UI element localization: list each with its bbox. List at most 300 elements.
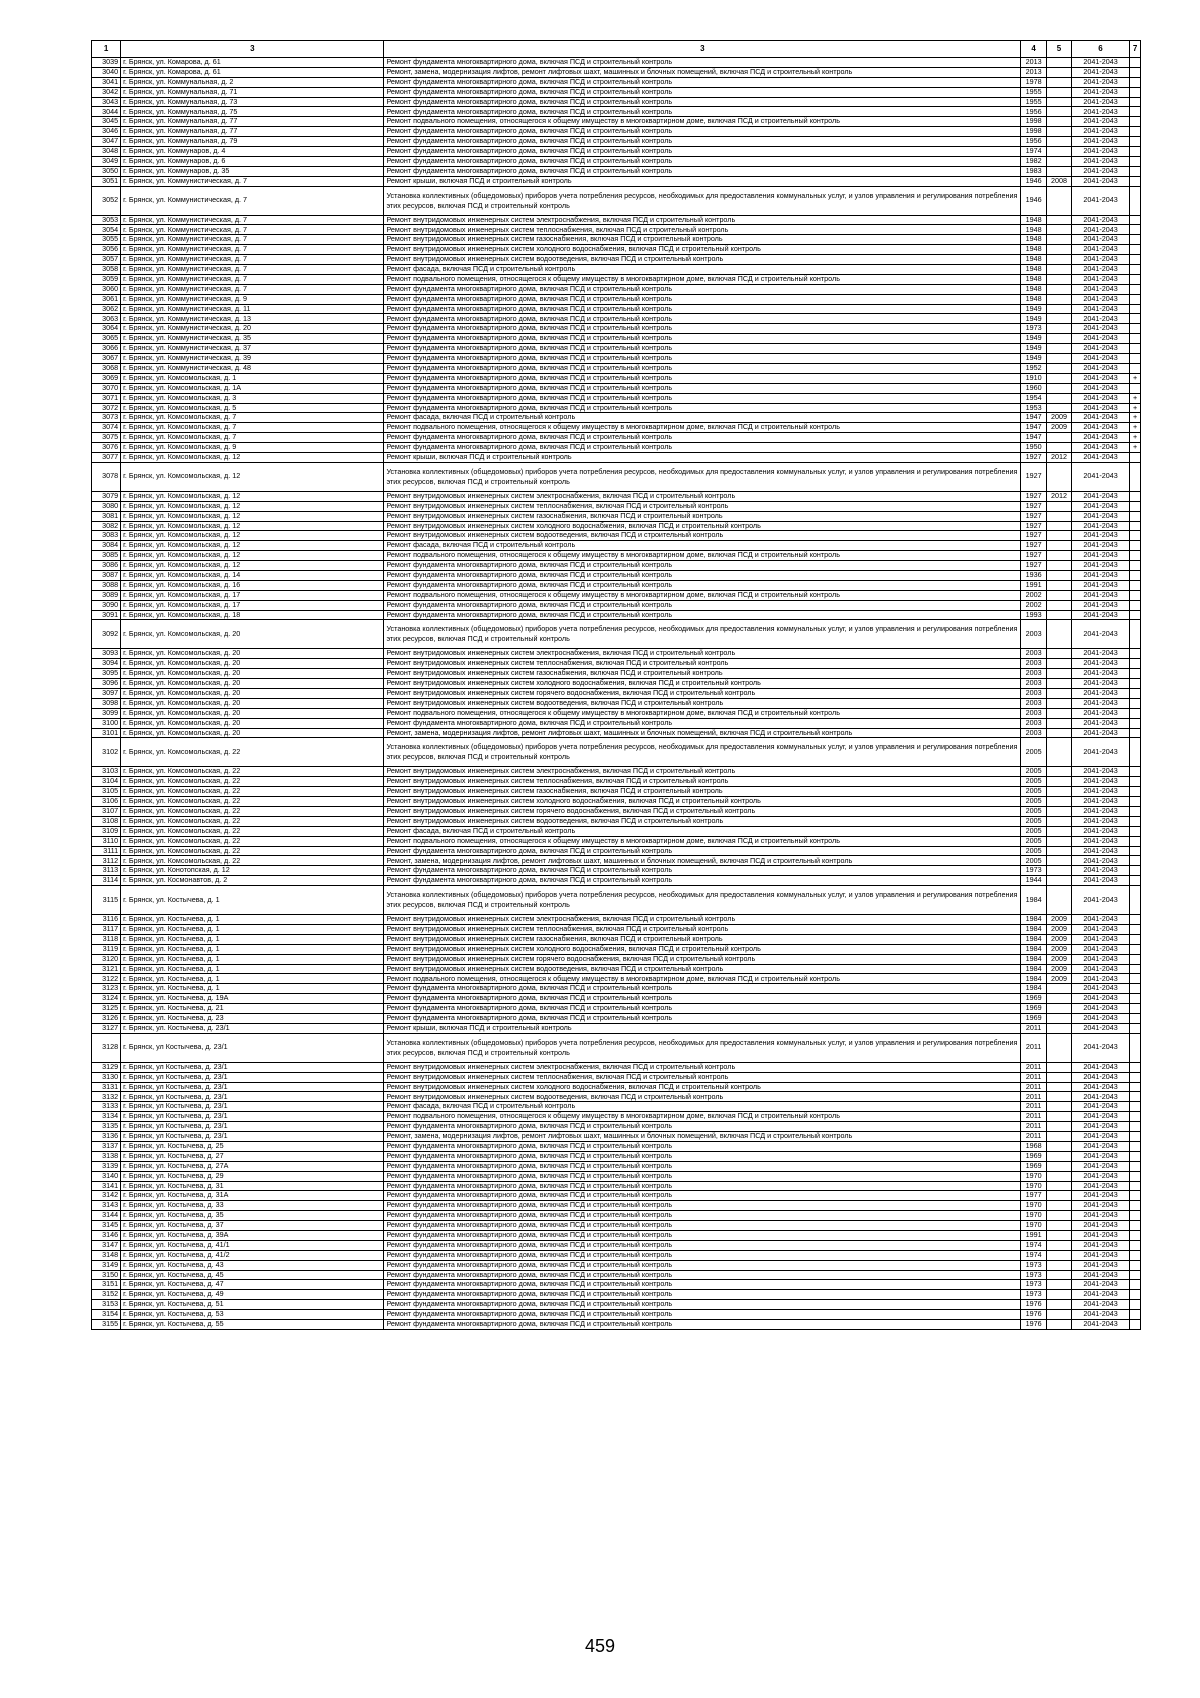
row-number: 3051 (92, 176, 121, 186)
work-type-cell: Ремонт внутридомовых инженерных систем холодного водоснабжения, включая ПСД и строительный контроль (384, 1082, 1021, 1092)
work-type-cell: Ремонт фундамента многоквартирного дома, включая ПСД и строительный контроль (384, 1250, 1021, 1260)
row-number: 3077 (92, 452, 121, 462)
row-number: 3092 (92, 620, 121, 649)
work-type-cell: Ремонт фундамента многоквартирного дома, включая ПСД и строительный контроль (384, 373, 1021, 383)
address-cell: г. Брянск, ул. Комсомольская, д. 1 (121, 373, 384, 383)
row-number: 3091 (92, 610, 121, 620)
mark-cell (1130, 1014, 1141, 1024)
table-row (92, 590, 1141, 600)
work-type-cell: Ремонт фундамента многоквартирного дома, включая ПСД и строительный контроль (384, 363, 1021, 373)
build-year-cell: 1991 (1021, 580, 1047, 590)
row-number: 3143 (92, 1201, 121, 1211)
work-type-cell: Ремонт внутридомовых инженерных систем электроснабжения, включая ПСД и строительный контроль (384, 649, 1021, 659)
address-cell: г. Брянск, ул. Комсомольская, д. 22 (121, 836, 384, 846)
last-repair-year-cell (1047, 127, 1072, 137)
work-type-cell: Ремонт внутридомовых инженерных систем горячего водоснабжения, включая ПСД и строительный контроль (384, 688, 1021, 698)
work-type-cell: Ремонт внутридомовых инженерных систем электроснабжения, включая ПСД и строительный контроль (384, 491, 1021, 501)
planned-period-cell: 2041-2043 (1071, 886, 1129, 915)
mark-cell (1130, 836, 1141, 846)
last-repair-year-cell (1047, 1260, 1072, 1270)
row-number: 3102 (92, 738, 121, 767)
mark-cell (1130, 738, 1141, 767)
address-cell: г. Брянск, ул. Комсомольская, д. 17 (121, 590, 384, 600)
table-body (92, 58, 1141, 1330)
last-repair-year-cell (1047, 1290, 1072, 1300)
mark-cell (1130, 866, 1141, 876)
planned-period-cell: 2041-2043 (1071, 915, 1129, 925)
mark-cell (1130, 97, 1141, 107)
work-type-cell: Ремонт фасада, включая ПСД и строительный контроль (384, 826, 1021, 836)
work-type-cell: Ремонт фундамента многоквартирного дома, включая ПСД и строительный контроль (384, 433, 1021, 443)
work-type-cell: Ремонт фундамента многоквартирного дома, включая ПСД и строительный контроль (384, 1014, 1021, 1024)
address-cell: г. Брянск, ул. Комсомольская, д. 22 (121, 797, 384, 807)
work-type-cell: Ремонт, замена, модернизация лифтов, ремонт лифтовых шахт, машинных и блочных помещений, включая ПСД и строительный контроль (384, 728, 1021, 738)
last-repair-year-cell (1047, 551, 1072, 561)
mark-cell (1130, 777, 1141, 787)
row-number: 3116 (92, 915, 121, 925)
last-repair-year-cell (1047, 600, 1072, 610)
mark-cell (1130, 620, 1141, 649)
mark-cell (1130, 176, 1141, 186)
work-type-cell: Ремонт фундамента многоквартирного дома, включая ПСД и строительный контроль (384, 994, 1021, 1004)
address-cell: г. Брянск, ул. Комсомольская, д. 12 (121, 531, 384, 541)
row-number: 3130 (92, 1072, 121, 1082)
address-cell: г. Брянск, ул. Комсомольская, д. 9 (121, 443, 384, 453)
mark-cell (1130, 1023, 1141, 1033)
table-row (92, 807, 1141, 817)
work-type-cell: Ремонт крыши, включая ПСД и строительный контроль (384, 176, 1021, 186)
address-cell: г. Брянск, ул. Костычева, д. 19А (121, 994, 384, 1004)
work-type-cell: Ремонт внутридомовых инженерных систем водоотведения, включая ПСД и строительный контроль (384, 964, 1021, 974)
row-number: 3096 (92, 679, 121, 689)
build-year-cell: 2011 (1021, 1062, 1047, 1072)
last-repair-year-cell (1047, 1201, 1072, 1211)
last-repair-year-cell (1047, 984, 1072, 994)
build-year-cell: 1947 (1021, 433, 1047, 443)
planned-period-cell: 2041-2043 (1071, 767, 1129, 777)
table-row (92, 570, 1141, 580)
row-number: 3055 (92, 235, 121, 245)
mark-cell (1130, 1270, 1141, 1280)
planned-period-cell: 2041-2043 (1071, 1161, 1129, 1171)
last-repair-year-cell (1047, 363, 1072, 373)
table-row (92, 1151, 1141, 1161)
build-year-cell: 1969 (1021, 994, 1047, 1004)
last-repair-year-cell (1047, 679, 1072, 689)
build-year-cell: 1948 (1021, 284, 1047, 294)
planned-period-cell: 2041-2043 (1071, 511, 1129, 521)
table-row (92, 777, 1141, 787)
address-cell: г. Брянск, ул. Комсомольская, д. 22 (121, 787, 384, 797)
planned-period-cell: 2041-2043 (1071, 1319, 1129, 1329)
mark-cell (1130, 915, 1141, 925)
address-cell: г. Брянск, ул. Коммунистическая, д. 7 (121, 215, 384, 225)
row-number: 3042 (92, 87, 121, 97)
mark-cell: + (1130, 443, 1141, 453)
table-row (92, 1240, 1141, 1250)
mark-cell (1130, 255, 1141, 265)
build-year-cell: 2005 (1021, 846, 1047, 856)
planned-period-cell: 2041-2043 (1071, 531, 1129, 541)
planned-period-cell: 2041-2043 (1071, 413, 1129, 423)
address-cell: г. Брянск, ул. Комсомольская, д. 20 (121, 718, 384, 728)
row-number: 3132 (92, 1092, 121, 1102)
table-row (92, 1319, 1141, 1329)
planned-period-cell: 2041-2043 (1071, 954, 1129, 964)
row-number: 3075 (92, 433, 121, 443)
table-row (92, 1112, 1141, 1122)
work-type-cell: Ремонт фундамента многоквартирного дома, включая ПСД и строительный контроль (384, 984, 1021, 994)
work-type-cell: Ремонт подвального помещения, относящегося к общему имуществу в многоквартирном доме, включая ПСД и строительный контроль (384, 274, 1021, 284)
register-sheet (91, 40, 1141, 1330)
work-type-cell: Ремонт фундамента многоквартирного дома, включая ПСД и строительный контроль (384, 344, 1021, 354)
header-col-1: 1 (92, 41, 121, 58)
row-number: 3087 (92, 570, 121, 580)
build-year-cell: 1947 (1021, 413, 1047, 423)
address-cell: г. Брянск, ул. Комсомольская, д. 20 (121, 659, 384, 669)
build-year-cell: 1949 (1021, 304, 1047, 314)
address-cell: г. Брянск, ул. Комсомольская, д. 22 (121, 846, 384, 856)
last-repair-year-cell (1047, 846, 1072, 856)
last-repair-year-cell (1047, 777, 1072, 787)
row-number: 3060 (92, 284, 121, 294)
planned-period-cell: 2041-2043 (1071, 433, 1129, 443)
last-repair-year-cell (1047, 265, 1072, 275)
table-row (92, 767, 1141, 777)
table-row (92, 1191, 1141, 1201)
work-type-cell: Ремонт фундамента многоквартирного дома, включая ПСД и строительный контроль (384, 570, 1021, 580)
work-type-cell: Ремонт фундамента многоквартирного дома, включая ПСД и строительный контроль (384, 1270, 1021, 1280)
mark-cell (1130, 1181, 1141, 1191)
mark-cell (1130, 974, 1141, 984)
build-year-cell: 1976 (1021, 1310, 1047, 1320)
address-cell: г. Брянск, ул. Костычева, д. 1 (121, 934, 384, 944)
planned-period-cell: 2041-2043 (1071, 698, 1129, 708)
mark-cell (1130, 934, 1141, 944)
last-repair-year-cell (1047, 156, 1072, 166)
last-repair-year-cell (1047, 117, 1072, 127)
mark-cell (1130, 274, 1141, 284)
table-row (92, 561, 1141, 571)
planned-period-cell: 2041-2043 (1071, 1230, 1129, 1240)
address-cell: г. Брянск, ул. Костычева, д. 35 (121, 1211, 384, 1221)
table-row (92, 1250, 1141, 1260)
row-number: 3154 (92, 1310, 121, 1320)
planned-period-cell: 2041-2043 (1071, 708, 1129, 718)
planned-period-cell: 2041-2043 (1071, 649, 1129, 659)
build-year-cell: 2011 (1021, 1033, 1047, 1062)
address-cell: г. Брянск, ул. Комсомольская, д. 12 (121, 511, 384, 521)
build-year-cell: 1927 (1021, 511, 1047, 521)
mark-cell (1130, 186, 1141, 215)
row-number: 3107 (92, 807, 121, 817)
planned-period-cell: 2041-2043 (1071, 728, 1129, 738)
work-type-cell: Ремонт фундамента многоквартирного дома, включая ПСД и строительный контроль (384, 147, 1021, 157)
last-repair-year-cell (1047, 767, 1072, 777)
address-cell: г. Брянск, ул. Комарова, д. 61 (121, 58, 384, 68)
mark-cell (1130, 846, 1141, 856)
address-cell: г. Брянск, ул. Коммунальная, д. 79 (121, 137, 384, 147)
row-number: 3117 (92, 925, 121, 935)
row-number: 3137 (92, 1141, 121, 1151)
table-row (92, 284, 1141, 294)
build-year-cell: 1927 (1021, 561, 1047, 571)
address-cell: г. Брянск, ул Костычева, д. 23/1 (121, 1132, 384, 1142)
table-row (92, 649, 1141, 659)
mark-cell (1130, 797, 1141, 807)
work-type-cell: Ремонт внутридомовых инженерных систем холодного водоснабжения, включая ПСД и строительный контроль (384, 521, 1021, 531)
planned-period-cell: 2041-2043 (1071, 127, 1129, 137)
planned-period-cell: 2041-2043 (1071, 1014, 1129, 1024)
mark-cell (1130, 561, 1141, 571)
row-number: 3139 (92, 1161, 121, 1171)
planned-period-cell: 2041-2043 (1071, 393, 1129, 403)
work-type-cell: Ремонт внутридомовых инженерных систем горячего водоснабжения, включая ПСД и строительный контроль (384, 954, 1021, 964)
row-number: 3140 (92, 1171, 121, 1181)
build-year-cell: 1984 (1021, 915, 1047, 925)
address-cell: г. Брянск, ул. Комсомольская, д. 20 (121, 669, 384, 679)
last-repair-year-cell (1047, 797, 1072, 807)
row-number: 3100 (92, 718, 121, 728)
table-row (92, 363, 1141, 373)
work-type-cell: Ремонт фундамента многоквартирного дома, включая ПСД и строительный контроль (384, 1141, 1021, 1151)
build-year-cell: 1969 (1021, 1161, 1047, 1171)
last-repair-year-cell: 2009 (1047, 954, 1072, 964)
address-cell: г. Брянск, ул. Комсомольская, д. 20 (121, 698, 384, 708)
planned-period-cell: 2041-2043 (1071, 334, 1129, 344)
row-number: 3133 (92, 1102, 121, 1112)
row-number: 3146 (92, 1230, 121, 1240)
address-cell: г. Брянск, ул. Костычева, д. 1 (121, 964, 384, 974)
last-repair-year-cell (1047, 373, 1072, 383)
mark-cell (1130, 649, 1141, 659)
planned-period-cell: 2041-2043 (1071, 1250, 1129, 1260)
work-type-cell: Ремонт фундамента многоквартирного дома, включая ПСД и строительный контроль (384, 314, 1021, 324)
table-row (92, 846, 1141, 856)
address-cell: г. Брянск, ул Костычева, д. 23/1 (121, 1112, 384, 1122)
work-type-cell: Ремонт фундамента многоквартирного дома, включая ПСД и строительный контроль (384, 137, 1021, 147)
mark-cell (1130, 314, 1141, 324)
build-year-cell: 1954 (1021, 393, 1047, 403)
last-repair-year-cell (1047, 107, 1072, 117)
table-row (92, 856, 1141, 866)
mark-cell (1130, 610, 1141, 620)
work-type-cell: Ремонт фундамента многоквартирного дома, включая ПСД и строительный контроль (384, 866, 1021, 876)
planned-period-cell: 2041-2043 (1071, 137, 1129, 147)
build-year-cell: 2003 (1021, 688, 1047, 698)
build-year-cell: 2005 (1021, 787, 1047, 797)
row-number: 3090 (92, 600, 121, 610)
mark-cell (1130, 1151, 1141, 1161)
table-row (92, 491, 1141, 501)
build-year-cell: 1973 (1021, 1290, 1047, 1300)
planned-period-cell: 2041-2043 (1071, 551, 1129, 561)
table-row (92, 1004, 1141, 1014)
table-row (92, 166, 1141, 176)
last-repair-year-cell (1047, 649, 1072, 659)
mark-cell (1130, 1112, 1141, 1122)
row-number: 3141 (92, 1181, 121, 1191)
work-type-cell: Ремонт фундамента многоквартирного дома, включая ПСД и строительный контроль (384, 324, 1021, 334)
work-type-cell: Ремонт фундамента многоквартирного дома, включая ПСД и строительный контроль (384, 1181, 1021, 1191)
planned-period-cell: 2041-2043 (1071, 1181, 1129, 1191)
planned-period-cell: 2041-2043 (1071, 816, 1129, 826)
planned-period-cell: 2041-2043 (1071, 1004, 1129, 1014)
mark-cell (1130, 511, 1141, 521)
build-year-cell: 1955 (1021, 97, 1047, 107)
work-type-cell: Ремонт фундамента многоквартирного дома, включая ПСД и строительный контроль (384, 1240, 1021, 1250)
last-repair-year-cell (1047, 324, 1072, 334)
header-row (92, 41, 1141, 58)
build-year-cell: 1998 (1021, 117, 1047, 127)
mark-cell (1130, 324, 1141, 334)
build-year-cell: 1984 (1021, 934, 1047, 944)
build-year-cell: 1984 (1021, 925, 1047, 935)
build-year-cell: 1998 (1021, 127, 1047, 137)
build-year-cell: 1969 (1021, 1004, 1047, 1014)
row-number: 3061 (92, 294, 121, 304)
table-row (92, 826, 1141, 836)
build-year-cell: 1993 (1021, 610, 1047, 620)
work-type-cell: Ремонт фундамента многоквартирного дома, включая ПСД и строительный контроль (384, 304, 1021, 314)
address-cell: г. Брянск, ул. Коммунистическая, д. 20 (121, 324, 384, 334)
row-number: 3109 (92, 826, 121, 836)
work-type-cell: Ремонт фундамента многоквартирного дома, включая ПСД и строительный контроль (384, 1151, 1021, 1161)
row-number: 3073 (92, 413, 121, 423)
build-year-cell: 1977 (1021, 1191, 1047, 1201)
mark-cell (1130, 1290, 1141, 1300)
table-row (92, 954, 1141, 964)
last-repair-year-cell (1047, 1122, 1072, 1132)
row-number: 3043 (92, 97, 121, 107)
table-row (92, 97, 1141, 107)
row-number: 3080 (92, 501, 121, 511)
mark-cell (1130, 462, 1141, 491)
build-year-cell: 1983 (1021, 166, 1047, 176)
address-cell: г. Брянск, ул. Коммунистическая, д. 7 (121, 245, 384, 255)
address-cell: г. Брянск, ул. Комсомольская, д. 17 (121, 600, 384, 610)
last-repair-year-cell: 2008 (1047, 176, 1072, 186)
address-cell: г. Брянск, ул. Костычева, д. 41/1 (121, 1240, 384, 1250)
mark-cell (1130, 954, 1141, 964)
work-type-cell: Ремонт фундамента многоквартирного дома, включая ПСД и строительный контроль (384, 166, 1021, 176)
table-row (92, 403, 1141, 413)
work-type-cell: Ремонт подвального помещения, относящегося к общему имуществу в многоквартирном доме, включая ПСД и строительный контроль (384, 423, 1021, 433)
build-year-cell: 2005 (1021, 777, 1047, 787)
work-type-cell: Ремонт подвального помещения, относящегося к общему имуществу в многоквартирном доме, включая ПСД и строительный контроль (384, 590, 1021, 600)
planned-period-cell: 2041-2043 (1071, 1132, 1129, 1142)
table-row (92, 1270, 1141, 1280)
table-row (92, 1122, 1141, 1132)
mark-cell (1130, 1171, 1141, 1181)
table-row (92, 1171, 1141, 1181)
last-repair-year-cell (1047, 826, 1072, 836)
last-repair-year-cell (1047, 87, 1072, 97)
planned-period-cell: 2041-2043 (1071, 1280, 1129, 1290)
build-year-cell: 1984 (1021, 984, 1047, 994)
address-cell: г. Брянск, ул. Костычева, д. 55 (121, 1319, 384, 1329)
planned-period-cell: 2041-2043 (1071, 274, 1129, 284)
mark-cell (1130, 826, 1141, 836)
address-cell: г. Брянск, ул. Комсомольская, д. 18 (121, 610, 384, 620)
table-row (92, 1023, 1141, 1033)
last-repair-year-cell (1047, 807, 1072, 817)
work-type-cell: Ремонт внутридомовых инженерных систем водоотведения, включая ПСД и строительный контроль (384, 816, 1021, 826)
row-number: 3086 (92, 561, 121, 571)
address-cell: г. Брянск, ул. Костычева, д. 43 (121, 1260, 384, 1270)
mark-cell (1130, 767, 1141, 777)
table-row (92, 1260, 1141, 1270)
build-year-cell: 1948 (1021, 274, 1047, 284)
work-type-cell: Ремонт внутридомовых инженерных систем холодного водоснабжения, включая ПСД и строительный контроль (384, 797, 1021, 807)
planned-period-cell: 2041-2043 (1071, 67, 1129, 77)
work-type-cell: Ремонт внутридомовых инженерных систем электроснабжения, включая ПСД и строительный контроль (384, 915, 1021, 925)
planned-period-cell: 2041-2043 (1071, 1102, 1129, 1112)
build-year-cell: 2005 (1021, 807, 1047, 817)
mark-cell (1130, 541, 1141, 551)
build-year-cell: 2011 (1021, 1122, 1047, 1132)
work-type-cell: Ремонт внутридомовых инженерных систем холодного водоснабжения, включая ПСД и строительный контроль (384, 944, 1021, 954)
mark-cell (1130, 501, 1141, 511)
planned-period-cell: 2041-2043 (1071, 610, 1129, 620)
table-row (92, 265, 1141, 275)
build-year-cell: 2011 (1021, 1102, 1047, 1112)
mark-cell (1130, 1310, 1141, 1320)
build-year-cell: 1973 (1021, 324, 1047, 334)
address-cell: г. Брянск, ул. Костычева, д. 23 (121, 1014, 384, 1024)
work-type-cell: Ремонт фундамента многоквартирного дома, включая ПСД и строительный контроль (384, 127, 1021, 137)
address-cell: г. Брянск, ул. Костычева, д. 47 (121, 1280, 384, 1290)
row-number: 3149 (92, 1260, 121, 1270)
row-number: 3121 (92, 964, 121, 974)
planned-period-cell: 2041-2043 (1071, 176, 1129, 186)
last-repair-year-cell (1047, 1112, 1072, 1122)
build-year-cell: 2005 (1021, 856, 1047, 866)
last-repair-year-cell (1047, 274, 1072, 284)
build-year-cell: 1944 (1021, 876, 1047, 886)
last-repair-year-cell (1047, 304, 1072, 314)
mark-cell (1130, 1141, 1141, 1151)
row-number: 3084 (92, 541, 121, 551)
planned-period-cell: 2041-2043 (1071, 797, 1129, 807)
last-repair-year-cell (1047, 521, 1072, 531)
mark-cell (1130, 1132, 1141, 1142)
header-col-period: 6 (1071, 41, 1129, 58)
planned-period-cell: 2041-2043 (1071, 255, 1129, 265)
row-number: 3104 (92, 777, 121, 787)
mark-cell (1130, 344, 1141, 354)
mark-cell (1130, 807, 1141, 817)
row-number: 3126 (92, 1014, 121, 1024)
table-row (92, 77, 1141, 87)
mark-cell (1130, 491, 1141, 501)
planned-period-cell: 2041-2043 (1071, 265, 1129, 275)
last-repair-year-cell (1047, 334, 1072, 344)
planned-period-cell: 2041-2043 (1071, 245, 1129, 255)
mark-cell (1130, 383, 1141, 393)
work-type-cell: Ремонт фундамента многоквартирного дома, включая ПСД и строительный контроль (384, 294, 1021, 304)
address-cell: г. Брянск, ул. Костычева, д. 1 (121, 886, 384, 915)
build-year-cell: 1927 (1021, 521, 1047, 531)
last-repair-year-cell (1047, 659, 1072, 669)
last-repair-year-cell (1047, 541, 1072, 551)
mark-cell (1130, 58, 1141, 68)
mark-cell (1130, 708, 1141, 718)
table-row (92, 137, 1141, 147)
row-number: 3088 (92, 580, 121, 590)
work-type-cell: Установка коллективных (общедомовых) приборов учета потребления ресурсов, необходимых для предоставления коммунальных услуг, и узлов управления и регулирования потребления этих ресурсов, включая ПСД и строительный контроль (384, 620, 1021, 649)
mark-cell (1130, 1191, 1141, 1201)
